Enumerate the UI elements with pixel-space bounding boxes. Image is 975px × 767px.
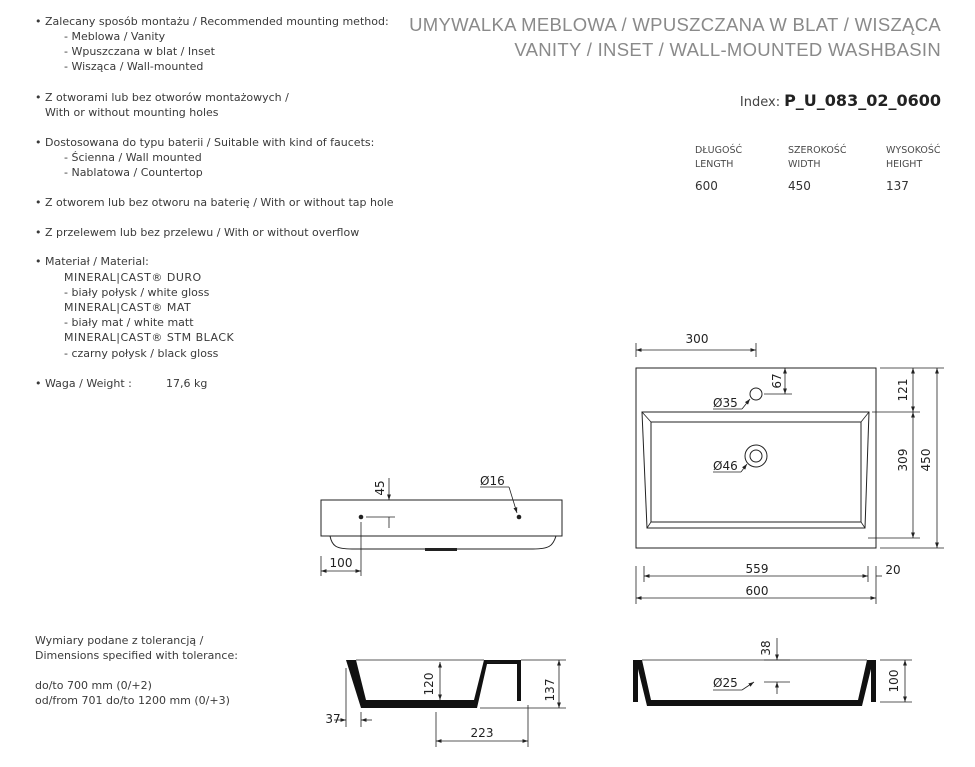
- top-view-outline: [636, 368, 876, 548]
- dim-223-label: 223: [470, 726, 494, 740]
- section-a: [325, 660, 566, 747]
- dim-d35-label: Ø35: [713, 396, 738, 410]
- title-line-1: UMYWALKA MEBLOWA / WPUSZCZANA W BLAT / WISZĄCA: [409, 14, 941, 35]
- dim-height-header: WYSOKOŚĆ HEIGHT: [886, 145, 941, 170]
- dim-121-label: 121: [896, 378, 910, 402]
- title-line-2: VANITY / INSET / WALL-MOUNTED WASHBASIN: [514, 39, 941, 60]
- tap-hole-circle: [750, 388, 762, 400]
- drain-outer-circle: [745, 445, 767, 467]
- dim-37-label: 37: [325, 712, 341, 726]
- dim-width-header: SZEROKOŚĆ WIDTH: [788, 145, 847, 170]
- drain-inner-circle: [750, 450, 762, 462]
- tolerance-line-3: do/to 700 mm (0/+2): [35, 679, 152, 692]
- dim-559-label: 559: [745, 562, 769, 576]
- front-view: [321, 474, 562, 576]
- top-view-bowl: [651, 422, 861, 522]
- index-code: P_U_083_02_0600: [784, 91, 941, 110]
- dim-600-label: 600: [745, 584, 769, 598]
- dim-45-label: 45: [373, 480, 387, 496]
- front-view-drain: [425, 548, 457, 551]
- dim-20-label: 20: [885, 563, 901, 577]
- front-view-body: [321, 500, 562, 536]
- dim-d46-label: Ø46: [713, 459, 738, 473]
- dim-120-label: 120: [422, 672, 436, 696]
- dim-137-label: 137: [543, 678, 557, 702]
- dim-length-header: DŁUGOŚĆ LENGTH: [695, 145, 743, 170]
- tolerance-line-4: od/from 701 do/to 1200 mm (0/+3): [35, 694, 230, 707]
- dim-309-label: 309: [896, 448, 910, 472]
- dim-300-label: 300: [685, 332, 709, 346]
- mounting-hole-right: [517, 515, 522, 520]
- dim-d25-label: Ø25: [713, 676, 738, 690]
- section-b: [633, 638, 912, 706]
- dim-38-label: 38: [759, 640, 773, 656]
- dim-d16-label: Ø16: [480, 474, 505, 488]
- dim-450-label: 450: [919, 448, 933, 472]
- dim-100-front-label: 100: [329, 556, 353, 570]
- dim-67-label: 67: [770, 373, 784, 389]
- index-label: Index:: [739, 95, 781, 110]
- dim-height-value: 137: [886, 179, 909, 193]
- mounting-hole-left: [359, 515, 364, 520]
- tolerance-line-2: Dimensions specified with tolerance:: [35, 649, 238, 662]
- specs-list: • Zalecany sposób montażu / Recommended mounting method: - Meblowa / Vanity - Wpuszczana w blat / Inset - Wisząca / Wall-mounted • Z otworami lub bez otworów montażowych / With or without mounting holes • Dostosowana do typu baterii / Suitable with kind of faucets: - Ścienna / Wall mounted - Nablatowa / Countertop • Z otworem lub bez otworu na baterię / With or without tap hole • Z przelewem lub bez przelewu / With or without overflow • Materiał / Material: MINERAL|CAST® DURO - biały połysk / white gloss MINERAL|CAST® MAT - biały mat / white matt MINERAL|CAST® STM BLACK - czarny połysk / black gloss • Waga / Weight : 17,6 kg: [35, 15, 394, 390]
- section-b-profile: [633, 660, 876, 706]
- dim-width-value: 450: [788, 179, 811, 193]
- dim-100-section-label: 100: [887, 669, 901, 693]
- tolerance-line-1: Wymiary podane z tolerancją /: [35, 634, 204, 647]
- top-view-bowl-rim: [642, 412, 869, 528]
- top-view: [636, 332, 944, 604]
- front-view-bowl-bottom: [330, 536, 556, 549]
- dim-length-value: 600: [695, 179, 718, 193]
